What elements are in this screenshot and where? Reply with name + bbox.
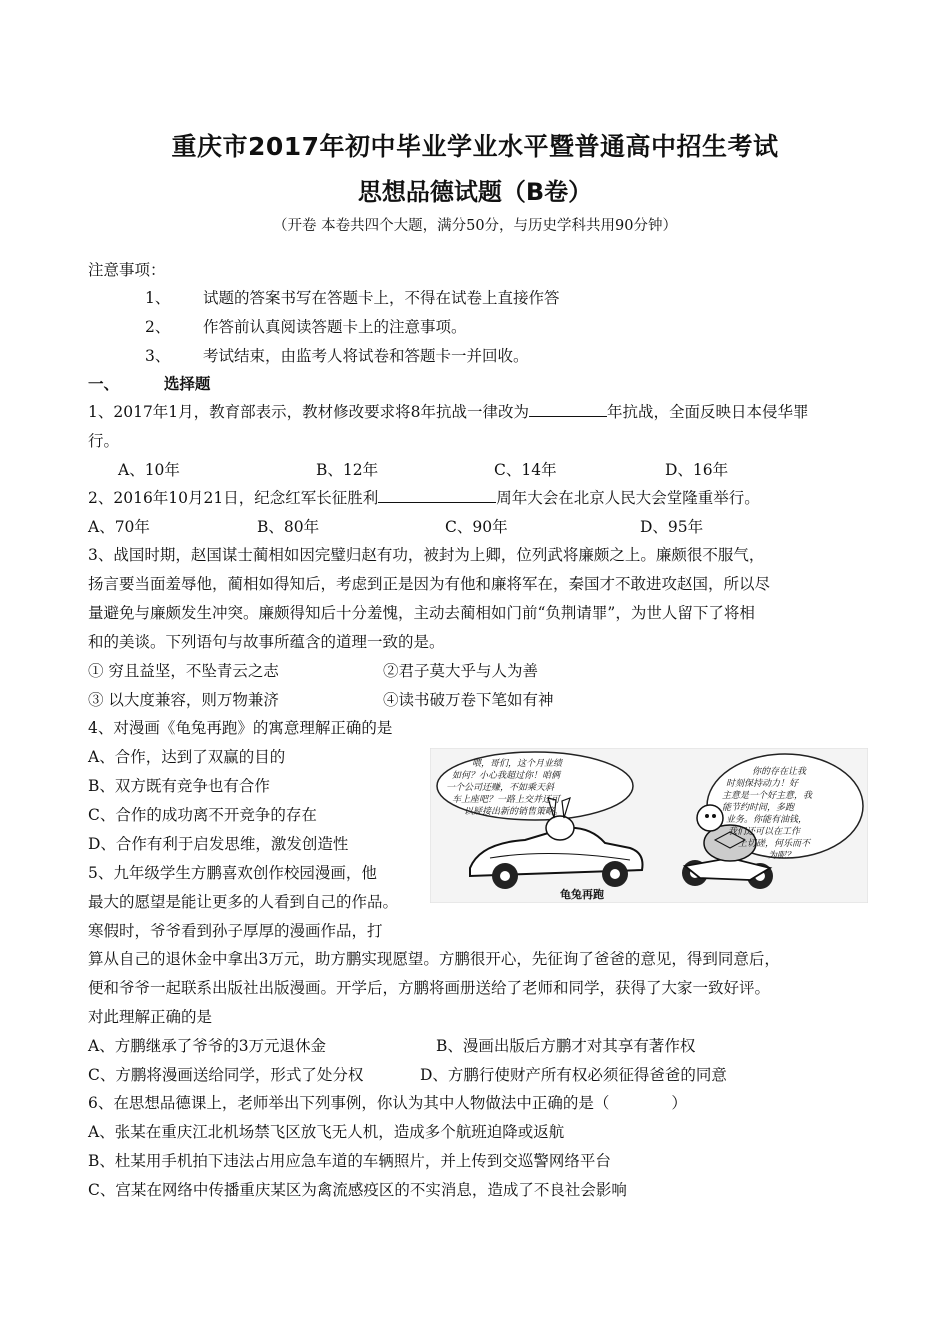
question-3-line: 3、战国时期，赵国谋士蔺相如因完璧归赵有功，被封为上卿，位列武将廉颇之上。廉颇很不服气，: [88, 546, 765, 564]
section-heading: [88, 372, 210, 394]
answer-blank: [529, 402, 607, 417]
svg-text:以疑接出新的销售策略。: 以疑接出新的销售策略。: [464, 807, 564, 817]
option-3: ③ 以大度兼容，则万物兼济: [88, 691, 279, 709]
exam-title: 重庆市2017年初中毕业学业水平暨普通高中招生考试: [171, 132, 779, 161]
option-a: A、张某在重庆江北机场禁飞区放飞无人机，造成多个航班迫降或返航: [88, 1123, 565, 1141]
question-2-text: 2、2016年10月21日，纪念红军长征胜利: [88, 489, 379, 507]
question-1-line2: 行。: [88, 432, 120, 450]
exam-subtitle: 思想品德试题（B卷）: [357, 178, 593, 206]
option-b: B、80年: [257, 518, 320, 536]
option-b: B、杜某用手机拍下违法占用应急车道的车辆照片，并上传到交巡警网络平台: [88, 1152, 611, 1170]
question-4-stem: 4、对漫画《龟兔再跑》的寓意理解正确的是: [88, 719, 393, 737]
svg-text:时刻保持动力！好: 时刻保持动力！好: [726, 779, 799, 789]
svg-text:主意是一个好主意，我: 主意是一个好主意，我: [722, 791, 813, 801]
option-c: C、宫某在网络中传播重庆某区为禽流感疫区的不实消息，造成了不良社会影响: [88, 1181, 627, 1199]
question-3-line: 和的美谈。下列语句与故事所蕴含的道理一致的是。: [88, 633, 445, 651]
option-2: ②君子莫大乎与人为善: [383, 662, 539, 680]
option-c: C、方鹏将漫画送给同学，形式了处分权: [88, 1066, 364, 1084]
question-2-text-cont: 周年大会在北京人民大会堂隆重举行。: [496, 489, 760, 507]
svg-text:喂，哥们，这个月业绩: 喂，哥们，这个月业绩: [472, 759, 563, 769]
option-a: A、合作，达到了双赢的目的: [88, 748, 286, 766]
question-6-text: 6、在思想品德课上，老师举出下列事例，你认为其中人物做法中正确的是（: [88, 1094, 610, 1112]
question-2-stem: [88, 486, 760, 508]
exam-info: （开卷 本卷共四个大题，满分50分，与历史学科共用90分钟）: [272, 218, 677, 234]
option-d: D、合作有利于启发思维，激发创造性: [88, 835, 349, 853]
answer-blank: [378, 488, 496, 503]
question-3-line: 量避免与廉颇发生冲突。廉颇得知后十分羞愧，主动去蔺相如门前“负荆请罪”，为世人留下了将相: [88, 604, 755, 622]
notes-heading: 注意事项：: [88, 261, 166, 279]
cartoon-image: [430, 748, 868, 903]
option-1: ① 穷且益坚，不坠青云之志: [88, 662, 279, 680]
option-c: C、90年: [445, 518, 508, 536]
svg-text:车上座吧？一路上交并还可: 车上座吧？一路上交并还可: [452, 795, 561, 805]
svg-text:上切磋，何乐而不: 上切磋，何乐而不: [738, 839, 811, 849]
svg-text:为呢？: 为呢？: [768, 851, 796, 861]
option-a: A、方鹏继承了爷爷的3万元退休金: [88, 1037, 327, 1055]
cartoon-caption: 龟兔再跑: [560, 888, 604, 901]
option-c: C、14年: [494, 461, 557, 479]
option-d: D、方鹏行使财产所有权必须征得爸爸的同意: [420, 1066, 727, 1084]
svg-text:能节约时间，多跑: 能节约时间，多跑: [722, 803, 795, 813]
notes-item-num: 3、: [145, 347, 171, 365]
question-6-stem: [88, 1091, 687, 1113]
option-d: D、16年: [665, 461, 729, 479]
section-title: 选择题: [163, 375, 211, 393]
svg-text:如何？小心我超过你！咱俩: 如何？小心我超过你！咱俩: [452, 771, 561, 781]
option-a: A、10年: [118, 461, 180, 479]
question-5-line: 便和爷爷一起联系出版社出版漫画。开学后，方鹏将画册送给了老师和同学，获得了大家一致好评。: [88, 979, 771, 997]
question-5-line: 寒假时，爷爷看到孙子厚厚的漫画作品，打: [88, 922, 383, 940]
section-number: 一、: [88, 375, 120, 393]
option-c: C、合作的成功离不开竞争的存在: [88, 806, 317, 824]
option-b: B、12年: [316, 461, 379, 479]
question-1-text: 1、2017年1月，教育部表示，教材修改要求将8年抗战一律改为: [88, 403, 530, 421]
svg-text:我们还可以在工作: 我们还可以在工作: [728, 827, 801, 837]
question-6-paren: ）: [671, 1094, 687, 1112]
notes-item-text: 试题的答案书写在答题卡上，不得在试卷上直接作答: [203, 289, 560, 307]
question-5-line: 算从自己的退休金中拿出3万元，助方鹏实现愿望。方鹏很开心，先征询了爸爸的意见，得到同意后，: [88, 950, 780, 968]
notes-item-text: 考试结束，由监考人将试卷和答题卡一并回收。: [203, 347, 529, 365]
svg-text:你的存在让我: 你的存在让我: [752, 767, 807, 777]
notes-item-text: 作答前认真阅读答题卡上的注意事项。: [203, 318, 467, 336]
notes-item-num: 1、: [145, 289, 171, 307]
question-5-line: 5、九年级学生方鹏喜欢创作校园漫画，他: [88, 864, 377, 882]
question-5-line: 对此理解正确的是: [88, 1008, 213, 1026]
question-5-line: 最大的愿望是能让更多的人看到自己的作品。: [88, 893, 399, 911]
question-1-stem: [88, 400, 809, 422]
option-d: D、95年: [640, 518, 704, 536]
option-b: B、漫画出版后方鹏才对其享有著作权: [436, 1037, 696, 1055]
svg-text:一个公司还赚，不如乘天斜: 一个公司还赚，不如乘天斜: [446, 783, 555, 793]
cartoon-illustration: [430, 748, 868, 903]
notes-item-num: 2、: [145, 318, 171, 336]
option-a: A、70年: [88, 518, 150, 536]
svg-text:业务。你能有油钱，: 业务。你能有油钱，: [726, 815, 808, 825]
question-1-text-cont: 年抗战，全面反映日本侵华罪: [607, 403, 809, 421]
option-b: B、双方既有竞争也有合作: [88, 777, 270, 795]
question-3-line: 扬言要当面羞辱他，蔺相如得知后，考虑到正是因为有他和廉将军在，秦国才不敢进攻赵国，所以尽: [88, 575, 771, 593]
option-4: ④读书破万卷下笔如有神: [383, 691, 554, 709]
